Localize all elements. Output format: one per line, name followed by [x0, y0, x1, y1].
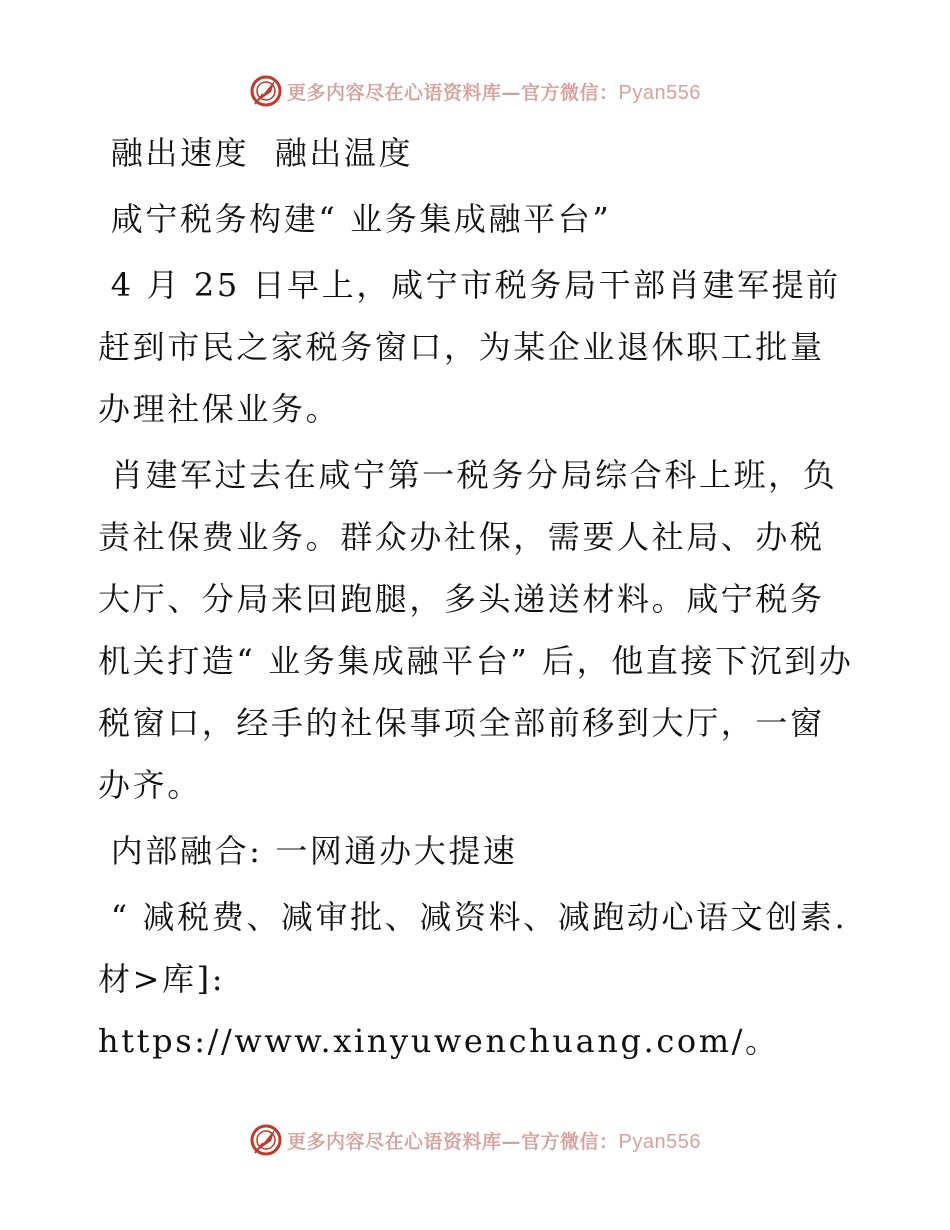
footer-banner-text: [287, 1127, 701, 1154]
document-body: [98, 122, 858, 1072]
header-dash: —: [501, 81, 522, 104]
paragraph-title-2: 咸宁税务构建“ 业务集成融平台”: [98, 200, 612, 238]
header-wechat-label: 官方微信：: [521, 81, 619, 104]
footer-banner: [0, 1120, 950, 1160]
header-library-text: 更多内容尽在心语资料库: [287, 81, 502, 104]
header-wechat-id: Pyan556: [618, 81, 701, 104]
paragraph-4: 肖建军过去在咸宁第一税务分局综合科上班，负责社保费业务。群众办社保，需要人社局、办税大厅、分局来回跑腿，多头递送材料。咸宁税务机关打造“ 业务集成融平台” 后，他直接下沉到办税窗口，经手的社保事项全部前移到大厅，一窗办齐。: [98, 456, 854, 804]
paragraph-heading-5: 内部融合: 一网通办大提速: [98, 832, 518, 870]
footer-library-text: 更多内容尽在心语资料库: [287, 1130, 502, 1153]
footer-wechat-id: Pyan556: [618, 1130, 701, 1153]
header-banner-text: [287, 78, 701, 105]
quill-pen-logo-icon: [249, 74, 283, 108]
paragraph-6: “ 减税费、减审批、减资料、减跑动心语文创素.材>库]: https://www.xinyuwenchuang.com/。: [98, 898, 848, 1060]
paragraph-3: 4 月 25 日早上，咸宁市税务局干部肖建军提前赶到市民之家税务窗口，为某企业退休职工批量办理社保业务。: [98, 266, 841, 428]
footer-wechat-label: 官方微信：: [521, 1130, 619, 1153]
quill-pen-logo-icon: [249, 1123, 283, 1157]
header-banner: [0, 71, 950, 111]
paragraph-title-1: 融出速度 融出温度: [98, 134, 414, 172]
footer-dash: —: [501, 1130, 522, 1153]
